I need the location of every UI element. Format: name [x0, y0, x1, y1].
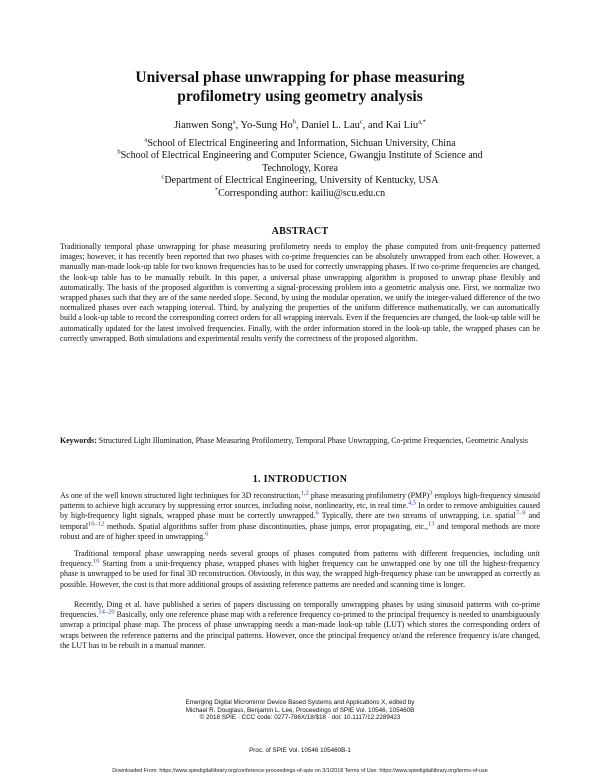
affiliation-list — [60, 138, 540, 200]
title-line-2: profilometry using geometry analysis — [177, 88, 423, 105]
author-3-affil: c — [359, 118, 363, 126]
affiliation-marker: a — [144, 136, 148, 144]
citation[interactable]: 13 — [427, 519, 435, 527]
author-1-affil: a — [232, 118, 236, 126]
author-4: , and Kai Liu — [362, 120, 419, 131]
intro-text: Starting from a unit-frequency phase, wrapped phases with higher frequency can be unwrapped one by one till the highest-frequency phase is unwrapped to be used for final 3D reconstruction. Obviously, in this way, the wrapped high-frequency phase can be unwrapped as correctly as possible. However, the cost is that more additional groups of assisting reference patterns are needed and scanning time is longer. — [60, 559, 540, 589]
title-line-1: Universal phase unwrapping for phase measuring — [135, 69, 465, 86]
keywords-label: Keywords: — [60, 436, 97, 445]
affiliation-a — [60, 138, 540, 150]
intro-text: and temporal — [60, 511, 540, 531]
abstract-heading: ABSTRACT — [271, 226, 329, 237]
intro-text: Basically, only one reference phase map with a reference frequency co-primed to the principal frequency is needed to unambiguously unwrap a principal phase map. The process of phase unwrapping needs a man-made look-up table (LUT) which stores the corresponding orders of wraps between the reference patterns and the principal patterns. However, once the principal frequency or/and the reference frequency is/are changed, the LUT has to be rebuilt in a manual manner. — [60, 610, 540, 650]
citation[interactable]: 6 — [315, 509, 319, 517]
citation[interactable]: 14–20 — [98, 608, 115, 616]
download-notice: Downloaded From: https://www.spiedigitallibrary.org/conference-proceedings-of-spie on 3/1/2018 Terms of Use: https://www.spiedigitallibrary.org/terms-of-use — [112, 768, 488, 774]
affiliation-text: School of Electrical Engineering and Information, Sichuan University, China — [147, 138, 456, 149]
intro-paragraph-2 — [60, 549, 540, 590]
intro-text: In order to remove ambiguities caused by high-frequency light signals, wrapped phase must be correctly unwrapped. — [60, 501, 540, 521]
affiliation-text: School of Electrical Engineering and Computer Science, Gwangju Institute of Science and — [120, 150, 483, 162]
citation[interactable]: 6 — [205, 530, 209, 538]
affiliation-b — [60, 150, 540, 162]
author-1: Jianwen Song — [174, 120, 233, 131]
author-2: , Yo-Sung Ho — [235, 120, 293, 131]
keywords-text: Structured Light Illumination, Phase Measuring Profilometry, Temporal Phase Unwrapping, Co-prime Frequencies, Geometric Analysis — [96, 436, 528, 445]
citation[interactable]: 3 — [429, 489, 433, 497]
intro-text: Recently, Ding et al. have published a series of papers discussing on temporally unwrapping phases by using sinusoid patterns with co-prime frequencies. — [60, 600, 540, 620]
affiliation-marker: * — [214, 186, 219, 194]
author-2-affil: b — [292, 118, 297, 126]
abstract-body: Traditionally temporal phase unwrapping for phase measuring profilometry needs to employ the phase computed from unit-frequency patterned images; however, it has recently been reported that two phases with co-prime frequencies can be absolutely unwrapped from each other. However, a manually man-made look-up table for two known frequencies has to be used for correctly unwrapping phases. If two co-prime frequencies are changed, the look-up table has to be manually rebuilt. In this paper, a universal phase unwrapping algorithm is proposed to unwrap phase flexibly and automatically. The basis of the proposed algorithm is converting a signal-processing problem into a geometric analysis one. First, we normalize two wrapped phases such that they are of the same needed slope. Second, by using the modular operation, we unify the integer-valued difference of the two normalized phases over each wrapping interval. Third, by analyzing the properties of the uniform difference mathematically, we can automatically build a look-up table to record the corresponding correct orders for all wrapping intervals. Even if the frequencies are changed, the look-up table will be automatically updated for the latest involved frequencies. Finally, with the order information stored in the look-up table, the wrapped phases can be correctly unwrapped. Both simulations and experimental results verify the correctness of the proposed algorithm. — [60, 242, 540, 343]
citation[interactable]: 1,2 — [300, 489, 309, 497]
proceedings-line-2: Michael R. Douglass, Benjamin L. Lee, Proceedings of SPIE Vol. 10546, 105460B — [185, 706, 415, 714]
intro-paragraph-1 — [60, 491, 540, 542]
proceedings-line-1: Emerging Digital Micromirror Device Based Systems and Applications X, edited by — [185, 699, 415, 706]
intro-text: As one of the well known structured light techniques for 3D reconstruction, — [60, 491, 301, 500]
intro-text: methods. Spatial algorithms suffer from phase discontinuities, phase jumps, error propagating, etc., — [104, 521, 428, 531]
intro-text: phase measuring profilometry (PMP) — [308, 491, 430, 500]
citation[interactable]: 10 — [93, 557, 100, 565]
affiliation-c — [60, 175, 540, 187]
author-4-affil: a,* — [418, 118, 426, 126]
intro-text: employs high-frequency sinusoid patterns to achieve high accuracy by suppressing error sources, including noise, nonlinearity, etc, in real time. — [60, 491, 540, 511]
citation[interactable]: 7–9 — [515, 509, 526, 517]
author-3: , Daniel L. Lau — [296, 120, 360, 131]
paper-title — [60, 68, 540, 106]
intro-text: Typically, there are two streams of unwrapping, i.e. spatial — [318, 511, 516, 521]
citation[interactable]: 10–12 — [88, 519, 105, 527]
affiliation-b-cont — [60, 163, 540, 175]
intro-paragraph-3 — [60, 600, 540, 651]
affiliation-text: Department of Electrical Engineering, University of Kentucky, USA — [164, 175, 439, 187]
citation[interactable]: 4,5 — [407, 499, 417, 507]
intro-text: and temporal methods are more robust and are of higher speed in unwrapping. — [60, 521, 540, 541]
proceedings-line-3: © 2018 SPIE · CCC code: 0277-786X/18/$18 · doi: 10.1117/12.2289423 — [199, 714, 401, 722]
intro-text: Traditional temporal phase unwrapping needs several groups of phases computed from patterns with different frequencies, including unit frequency. — [60, 549, 540, 569]
keywords — [60, 436, 540, 446]
affiliation-text: Corresponding author: kailiu@scu.edu.cn — [218, 187, 386, 199]
affiliation-marker: c — [161, 173, 165, 181]
proceedings-info — [0, 699, 600, 722]
author-list — [60, 120, 540, 131]
affiliation-text: Technology, Korea — [262, 162, 338, 174]
introduction-heading: 1. INTRODUCTION — [252, 474, 348, 485]
corresponding-author — [60, 188, 540, 200]
page-number: Proc. of SPIE Vol. 10546 105460B-1 — [249, 747, 351, 754]
affiliation-marker: b — [117, 149, 121, 157]
